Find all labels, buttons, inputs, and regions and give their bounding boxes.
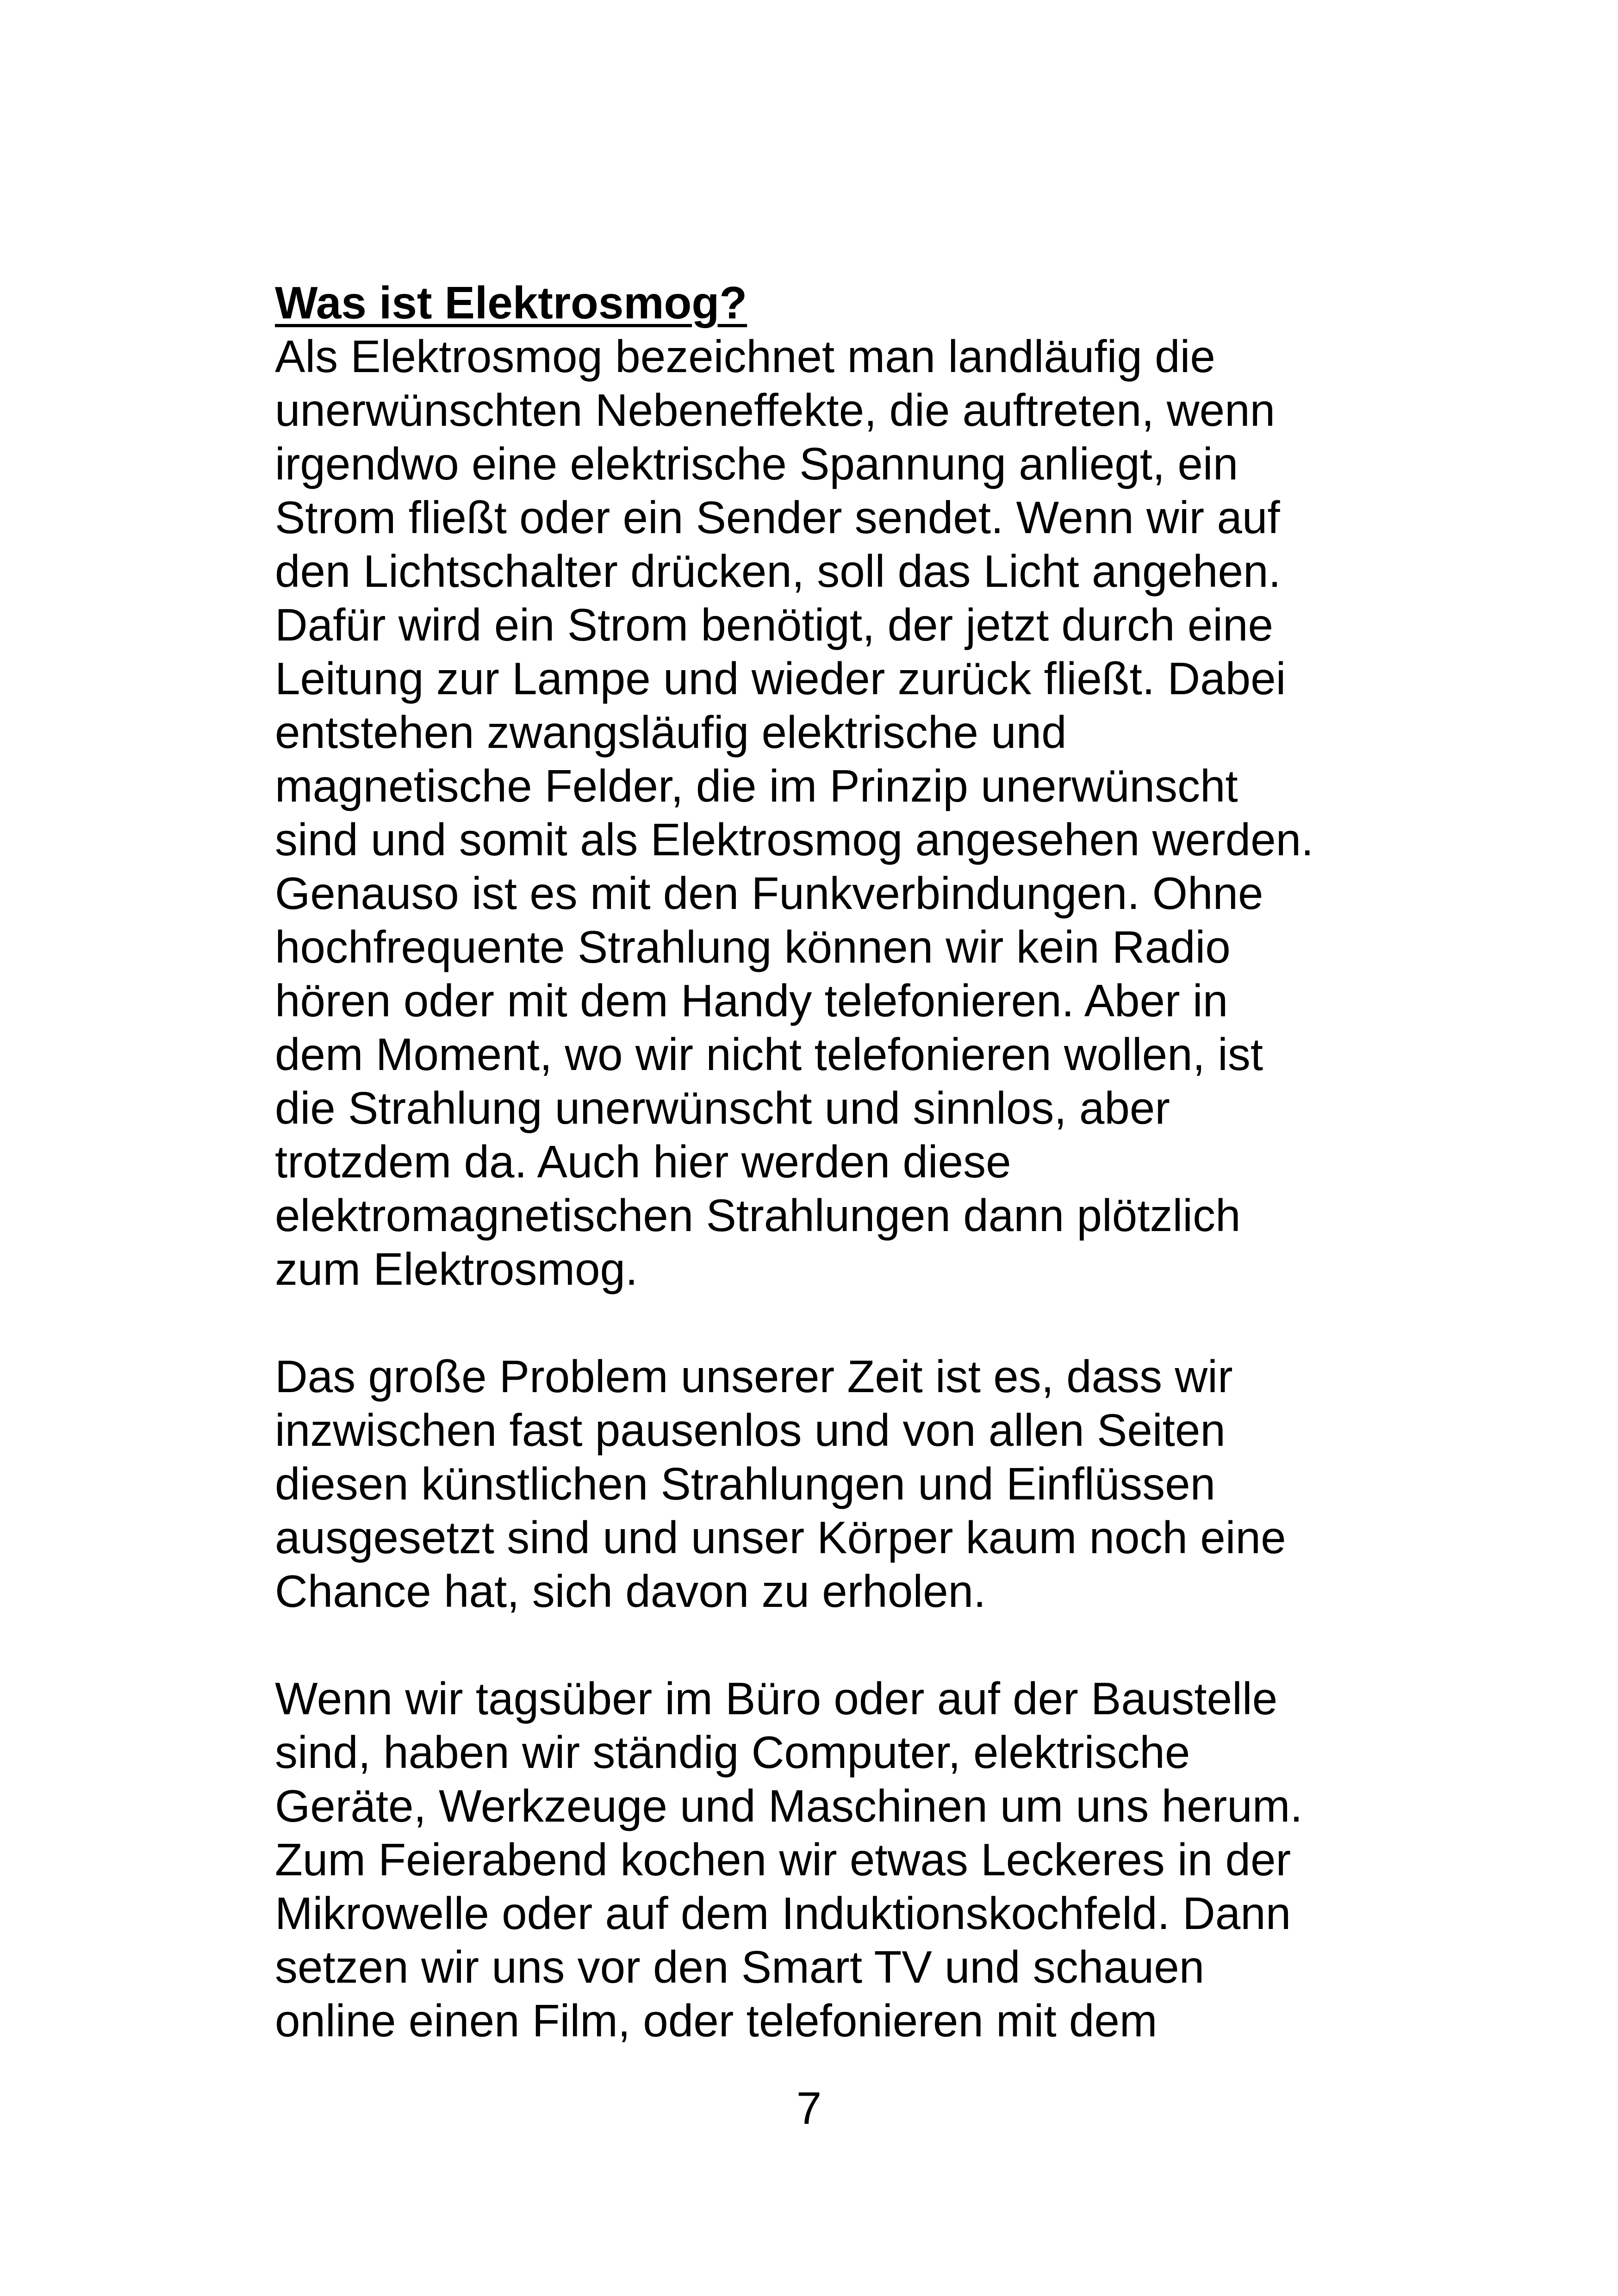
text-line: Geräte, Werkzeuge und Maschinen um uns herum. — [275, 1780, 1303, 1831]
text-line: irgendwo eine elektrische Spannung anliegt, ein — [275, 438, 1238, 489]
text-line: diesen künstlichen Strahlungen und Einflüssen — [275, 1458, 1216, 1509]
text-line: hören oder mit dem Handy telefonieren. Aber in — [275, 975, 1228, 1026]
text-line: unerwünschten Nebeneffekte, die auftreten, wenn — [275, 385, 1276, 436]
text-line: Zum Feierabend kochen wir etwas Leckeres in der — [275, 1834, 1291, 1885]
text-line: setzen wir uns vor den Smart TV und schauen — [275, 1941, 1205, 1992]
text-line: Wenn wir tagsüber im Büro oder auf der Baustelle — [275, 1673, 1278, 1724]
text-line: Leitung zur Lampe und wieder zurück fließt. Dabei — [275, 653, 1286, 704]
text-line: Chance hat, sich davon zu erholen. — [275, 1566, 986, 1617]
text-line: magnetische Felder, die im Prinzip unerwünscht — [275, 760, 1238, 811]
text-line: trotzdem da. Auch hier werden diese — [275, 1136, 1011, 1187]
text-line: online einen Film, oder telefonieren mit dem — [275, 1995, 1157, 2046]
text-line: Strom fließt oder ein Sender sendet. Wenn wir auf — [275, 492, 1280, 543]
paragraph-gap — [275, 1618, 1376, 1672]
text-line: sind und somit als Elektrosmog angesehen werden. — [275, 814, 1314, 865]
text-line: inzwischen fast pausenlos und von allen Seiten — [275, 1405, 1226, 1456]
text-line: sind, haben wir ständig Computer, elektrische — [275, 1727, 1190, 1778]
text-line: Genauso ist es mit den Funkverbindungen. Ohne — [275, 868, 1263, 919]
paragraph-2 — [275, 1350, 1376, 1618]
paragraph-3 — [275, 1672, 1376, 2047]
text-line: zum Elektrosmog. — [275, 1244, 638, 1294]
text-line: elektromagnetischen Strahlungen dann plötzlich — [275, 1190, 1241, 1241]
text-line: dem Moment, wo wir nicht telefonieren wollen, ist — [275, 1029, 1263, 1080]
text-line: Dafür wird ein Strom benötigt, der jetzt durch eine — [275, 599, 1274, 650]
text-line: Als Elektrosmog bezeichnet man landläufig die — [275, 331, 1215, 382]
text-line: ausgesetzt sind und unser Körper kaum noch eine — [275, 1512, 1286, 1563]
text-line: hochfrequente Strahlung können wir kein Radio — [275, 921, 1231, 972]
paragraph-gap — [275, 1296, 1376, 1350]
text-line: Das große Problem unserer Zeit ist es, dass wir — [275, 1351, 1233, 1402]
section-heading: Was ist Elektrosmog? — [275, 277, 747, 328]
text-line: den Lichtschalter drücken, soll das Licht angehen. — [275, 546, 1281, 597]
body-text — [275, 276, 1376, 2047]
paragraph-1 — [275, 330, 1376, 1296]
text-line: entstehen zwangsläufig elektrische und — [275, 707, 1067, 758]
text-line: die Strahlung unerwünscht und sinnlos, aber — [275, 1083, 1170, 1133]
page-number: 7 — [796, 2083, 822, 2134]
text-line: Mikrowelle oder auf dem Induktionskochfeld. Dann — [275, 1888, 1291, 1939]
